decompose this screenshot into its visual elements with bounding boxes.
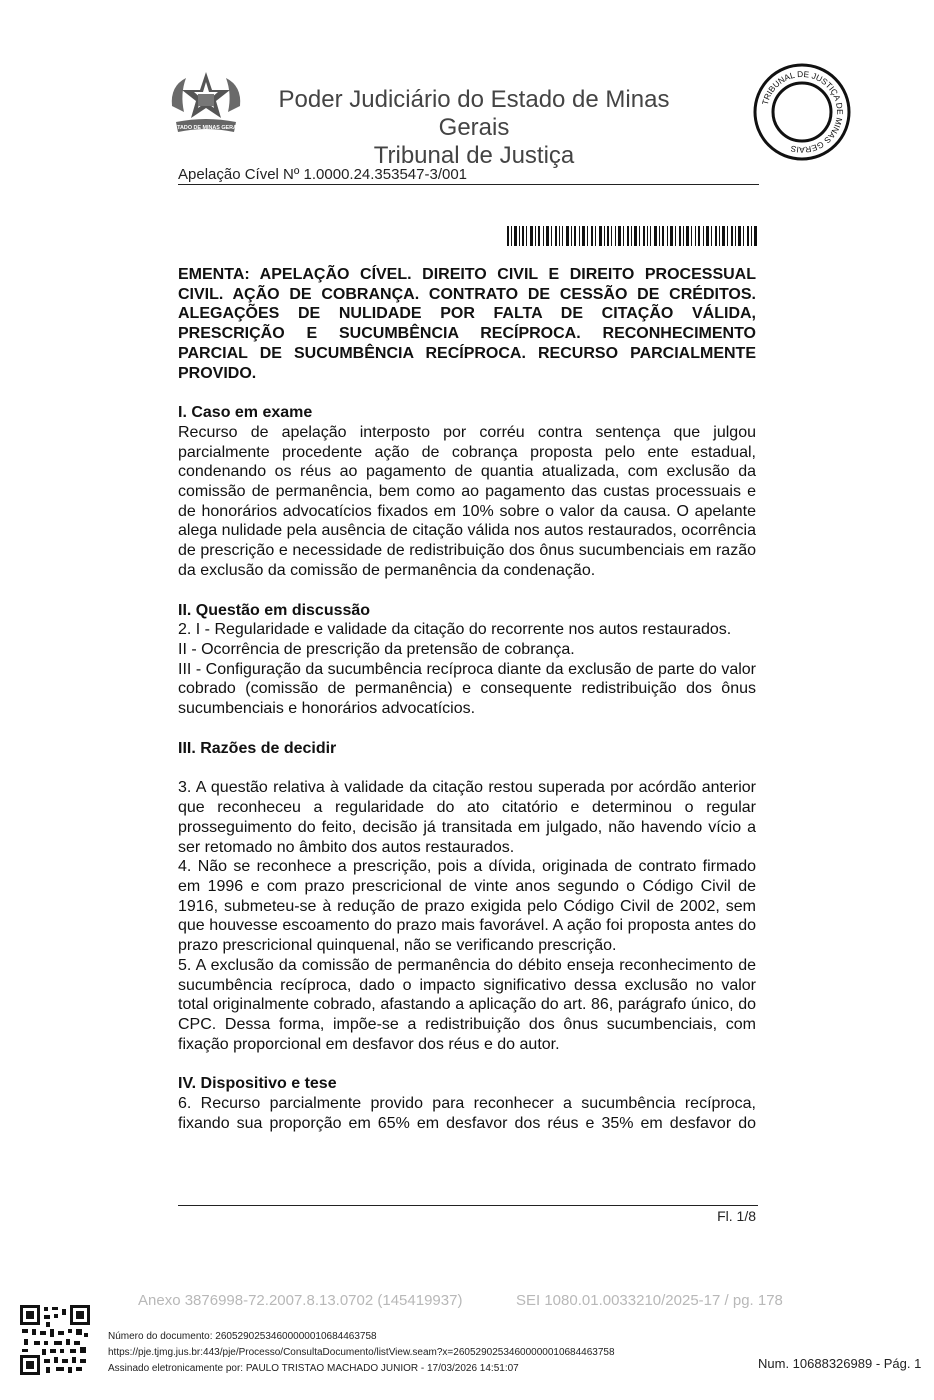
section-item: 5. A exclusão da comissão de permanência do débito enseja reconhecimento de sucumbência recíproca, dado o impacto significativo dessa exclusão no valor total originalmente cobrado, afastando a aplicação do art. 86, parágrafo único, do CPC. Dessa forma, impõe-se a redistribuição dos ônus sucumbenciais, com fixação proporcional em desfavor dos réus e do autor. bbox=[178, 956, 756, 1053]
court-seal-icon bbox=[752, 62, 852, 162]
section-item: 2. I - Regularidade e validade da citação do recorrente nos autos restaurados. bbox=[178, 621, 732, 639]
case-reference: Apelação Cível Nº 1.0000.24.353547-3/001 bbox=[178, 166, 468, 183]
section-item: III - Configuração da sucumbência recíproca diante da exclusão de parte do valor cobrado (comissão de permanência) e consequente redistribuição dos ônus sucumbenciais e honorários advocatícios. bbox=[178, 660, 756, 718]
section-title-dispositivo: IV. Dispositivo e tese bbox=[178, 1075, 337, 1093]
section-text-dispositivo: 6. Recurso parcialmente provido para reconhecer a sucumbência recíproca, fixando sua proporção em 65% em desfavor dos réus e 35% em desfavor do bbox=[178, 1095, 756, 1132]
section-title-caso: I. Caso em exame bbox=[178, 404, 313, 422]
section-text-caso: Recurso de apelação interposto por corréu contra sentença que julgou parcialmente procedente ação de cobrança proposta pelo ente estadual, condenando os réus ao pagamento de quantia atualizada, com exclusão da comissão de permanência, bem como ao pagamento das custas processuais e de honorários advocatícios fixados em 10% sobre o valor da causa. O apelante alega nulidade pela ausência de citação válida nos autos restaurados, ocorrência de prescrição e necessidade de redistribuição dos ônus sucumbenciais em razão da exclusão da comissão de permanência da condenação. bbox=[178, 423, 756, 579]
document-body bbox=[178, 265, 756, 1133]
folio-number: Fl. 1/8 bbox=[717, 1208, 756, 1224]
section-title-razoes: III. Razões de decidir bbox=[178, 739, 337, 757]
seal-text: TRIBUNAL DE JUSTIÇA DE MINAS GERAIS bbox=[759, 68, 846, 156]
document-url: https://pje.tjmg.jus.br:443/pje/Processo/ConsultaDocumento/listView.seam?x=26052902534600000010684463758 bbox=[108, 1347, 615, 1358]
barcode-icon bbox=[507, 226, 757, 246]
header-divider bbox=[178, 184, 759, 185]
ementa: EMENTA: APELAÇÃO CÍVEL. DIREITO CIVIL E DIREITO PROCESSUAL CIVIL. AÇÃO DE COBRANÇA. CONTRATO DE CESSÃO DE CRÉDITOS. ALEGAÇÕES DE NULIDADE POR FALTA DE CITAÇÃO VÁLIDA, PRESCRIÇÃO E SUCUMBÊNCIA RECÍPROCA. RECONHECIMENTO PARCIAL DE SUCUMBÊNCIA RECÍPROCA. RECURSO PARCIALMENTE PROVIDO. bbox=[178, 266, 756, 382]
coat-of-arms-icon bbox=[166, 68, 246, 140]
pje-page-number: Num. 10688326989 - Pág. 1 bbox=[758, 1356, 922, 1371]
section-item: 3. A questão relativa à validade da citação restou superada por acórdão anterior que reconheceu a regularidade do ato citatório e determinou o regular prosseguimento do feito, decisão já transitada em julgado, não havendo vício a ser retomado no âmbito dos autos restaurados. bbox=[178, 779, 756, 856]
section-item: II - Ocorrência de prescrição da pretensão de cobrança. bbox=[178, 640, 575, 658]
qr-code-icon bbox=[20, 1305, 90, 1375]
anexo-watermark: Anexo 3876998-72.2007.8.13.0702 (145419937) bbox=[138, 1292, 463, 1309]
section-item: 4. Não se reconhece a prescrição, pois a dívida, originada de contrato firmado em 1996 e com prazo prescricional de vinte anos segundo o Código Civil de 1916, submeteu-se à redução de prazo exigida pelo Código Civil de 2002, sem que houvesse escoamento do prazo mais favorável. A ação foi proposta antes do prazo prescricional quinquenal, não se verificando prescrição. bbox=[178, 858, 756, 955]
tribunal-name: Tribunal de Justiça bbox=[373, 142, 575, 169]
court-name: Poder Judiciário do Estado de Minas Gerais bbox=[278, 86, 670, 141]
coat-of-arms-text: ESTADO DE MINAS GERAIS bbox=[169, 125, 243, 131]
section-title-questao: II. Questão em discussão bbox=[178, 601, 371, 619]
document-number: Número do documento: 26052902534600000010684463758 bbox=[108, 1331, 377, 1342]
footer-divider bbox=[178, 1205, 758, 1206]
signature-info: Assinado eletronicamente por: PAULO TRISTAO MACHADO JUNIOR - 17/03/2026 14:51:07 bbox=[108, 1363, 519, 1374]
court-title bbox=[259, 86, 689, 170]
sei-watermark: SEI 1080.01.0033210/2025-17 / pg. 178 bbox=[516, 1292, 783, 1309]
